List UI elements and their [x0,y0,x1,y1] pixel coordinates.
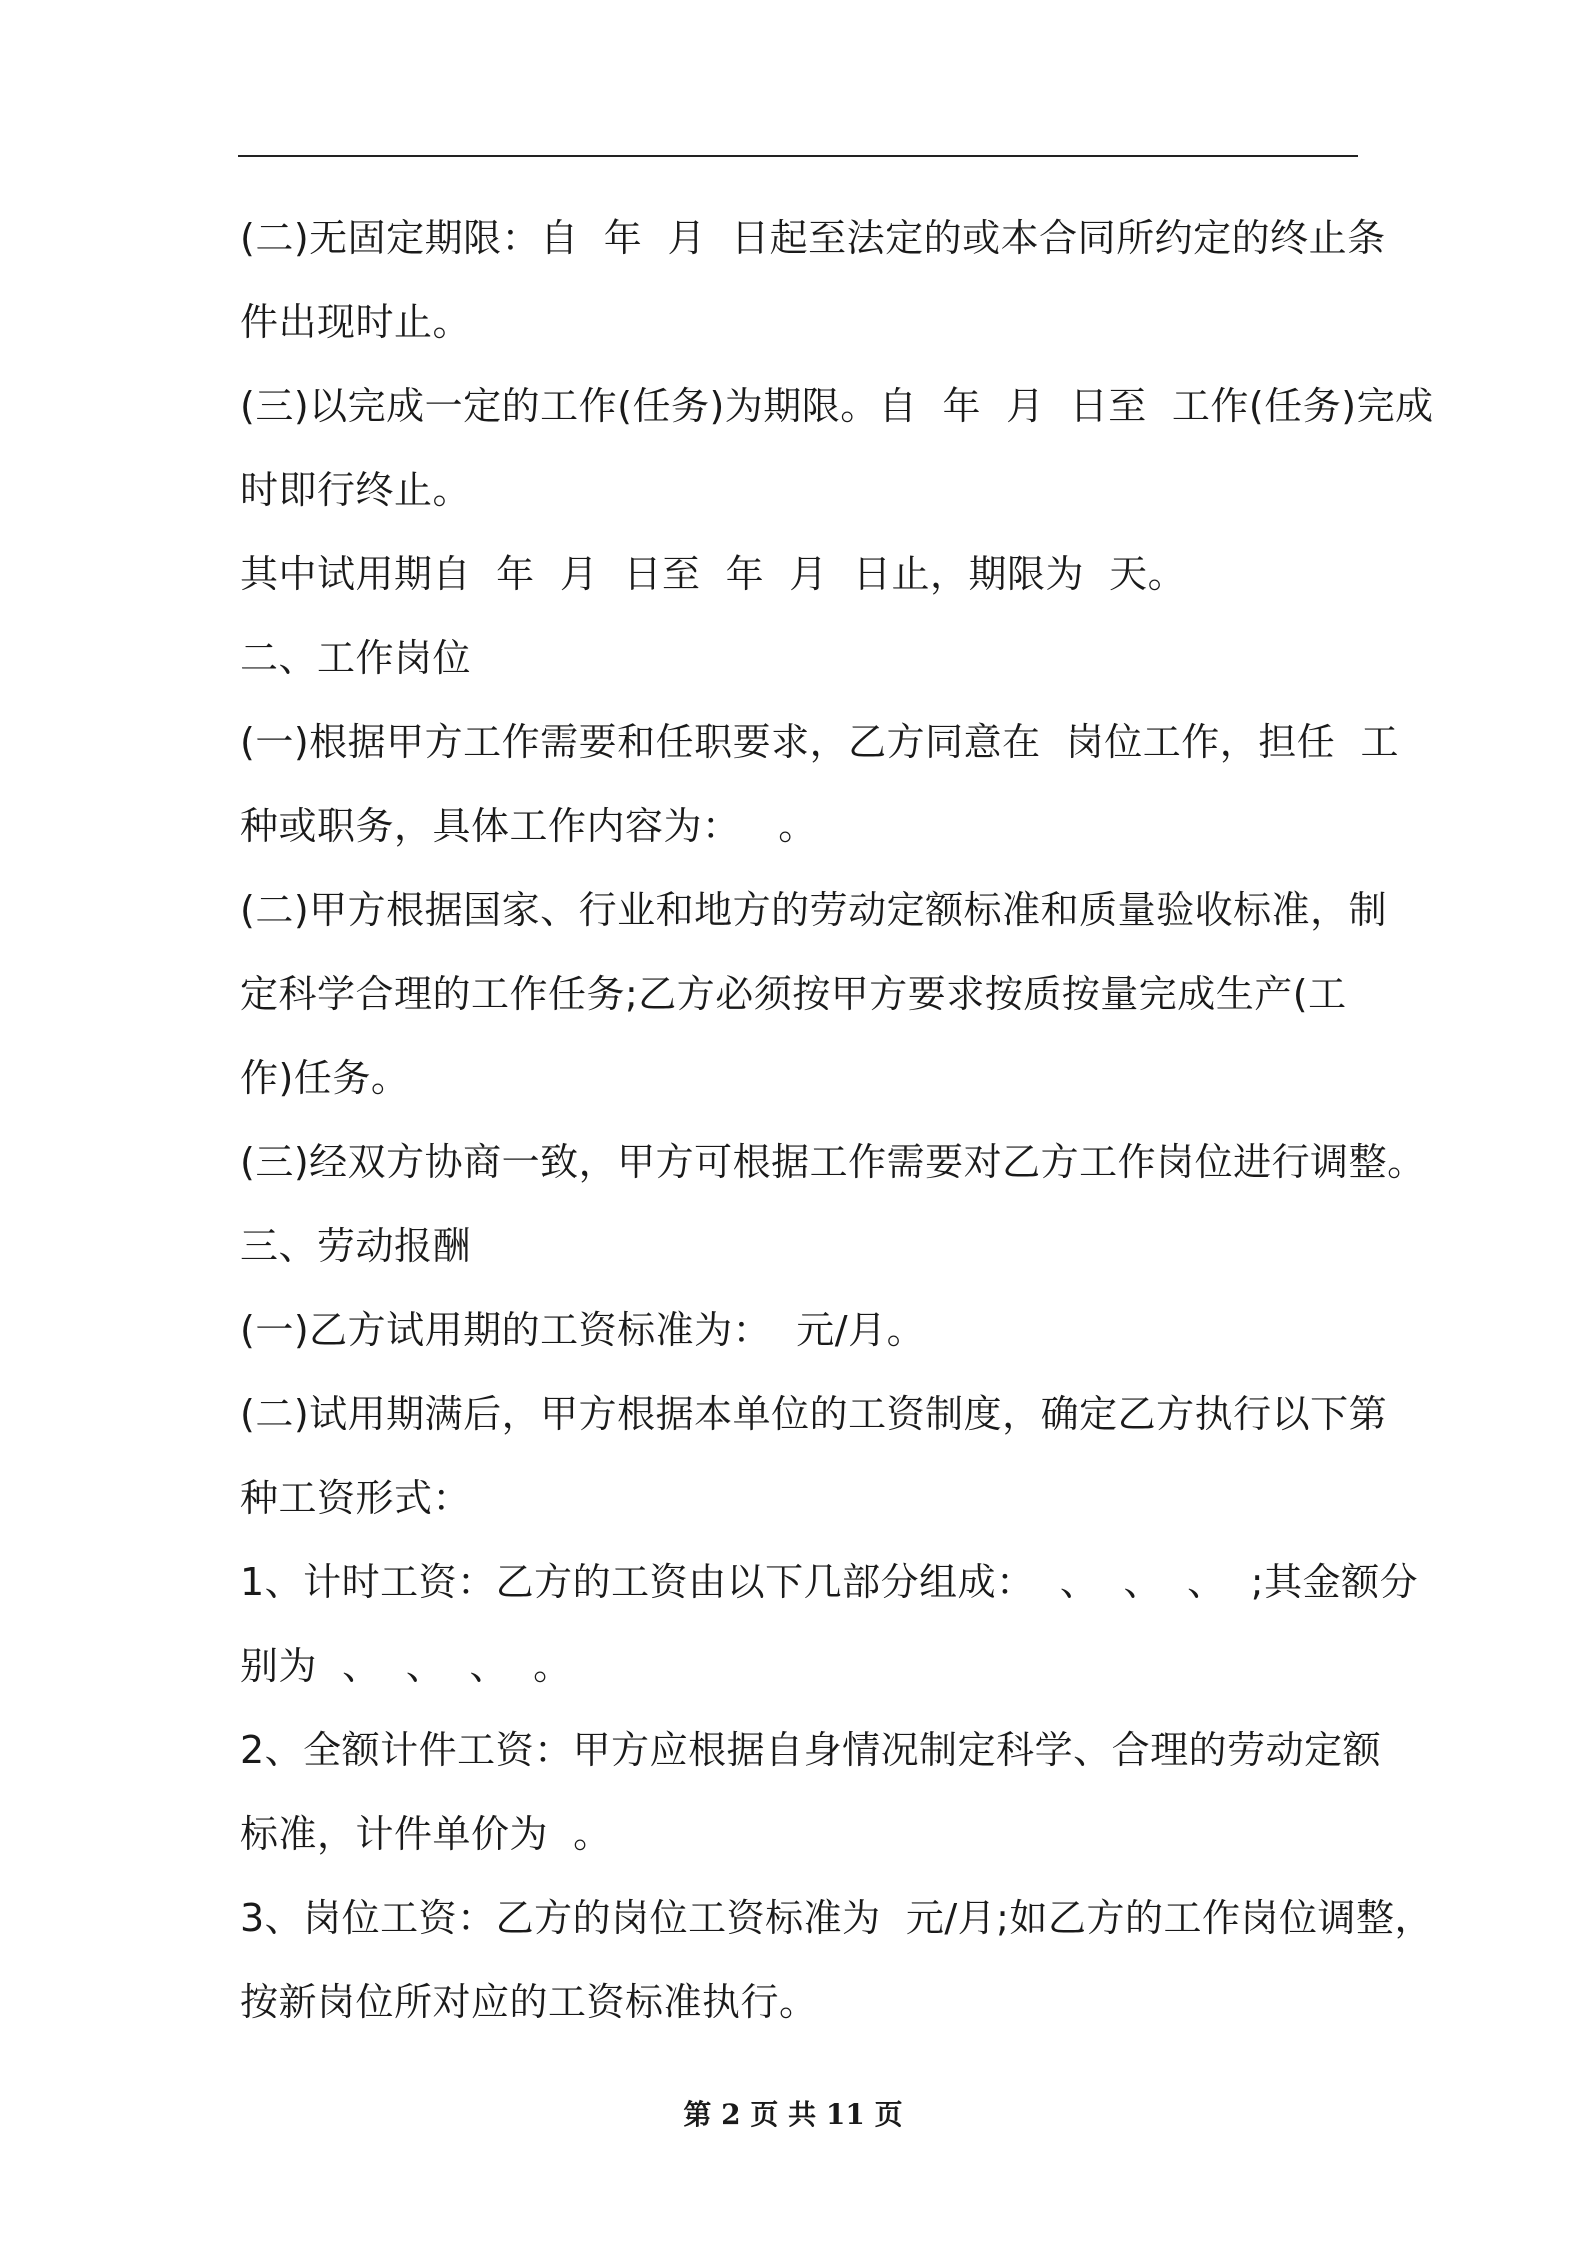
body-line-17: 1、计时工资：乙方的工资由以下几部分组成： 、 、 、 ;其金额分 [240,1560,1419,1604]
body-line-20: 标准，计件单价为 。 [240,1812,612,1856]
body-line-22: 按新岗位所对应的工资标准执行。 [240,1980,818,2024]
body-line-5: 其中试用期自 年 月 日至 年 月 日止，期限为 天。 [240,552,1187,596]
section-heading-labor-pay: 三、劳动报酬 [240,1224,472,1268]
body-line-16: 种工资形式： [240,1476,472,1520]
body-line-14: (一)乙方试用期的工资标准为： 元/月。 [240,1308,926,1352]
body-line-18: 别为 、 、 、 。 [240,1644,572,1688]
body-line-7: (一)根据甲方工作需要和任职要求，乙方同意在 岗位工作，担任 工 [240,720,1399,764]
body-line-11: 作)任务。 [240,1056,410,1100]
body-line-4: 时即行终止。 [240,468,472,512]
body-line-19: 2、全额计件工资：甲方应根据自身情况制定科学、合理的劳动定额 [240,1728,1382,1772]
body-line-1: (二)无固定期限：自 年 月 日起至法定的或本合同所约定的终止条 [240,216,1386,260]
page-number-footer: 第 2 页 共 11 页 [683,2098,903,2131]
body-line-12: (三)经双方协商一致，甲方可根据工作需要对乙方工作岗位进行调整。 [240,1140,1426,1184]
body-line-8: 种或职务，具体工作内容为： 。 [240,804,817,848]
header-rule [238,155,1358,157]
body-line-21: 3、岗位工资：乙方的岗位工资标准为 元/月;如乙方的工作岗位调整， [240,1896,1433,1940]
body-line-9: (二)甲方根据国家、行业和地方的劳动定额标准和质量验收标准，制 [240,888,1388,932]
body-line-2: 件出现时止。 [240,300,472,344]
body-line-15: (二)试用期满后，甲方根据本单位的工资制度，确定乙方执行以下第 [240,1392,1388,1436]
body-line-10: 定科学合理的工作任务;乙方必须按甲方要求按质按量完成生产(工 [240,972,1347,1016]
body-line-3: (三)以完成一定的工作(任务)为期限。自 年 月 日至 工作(任务)完成 [240,384,1434,428]
section-heading-work-position: 二、工作岗位 [240,636,472,680]
